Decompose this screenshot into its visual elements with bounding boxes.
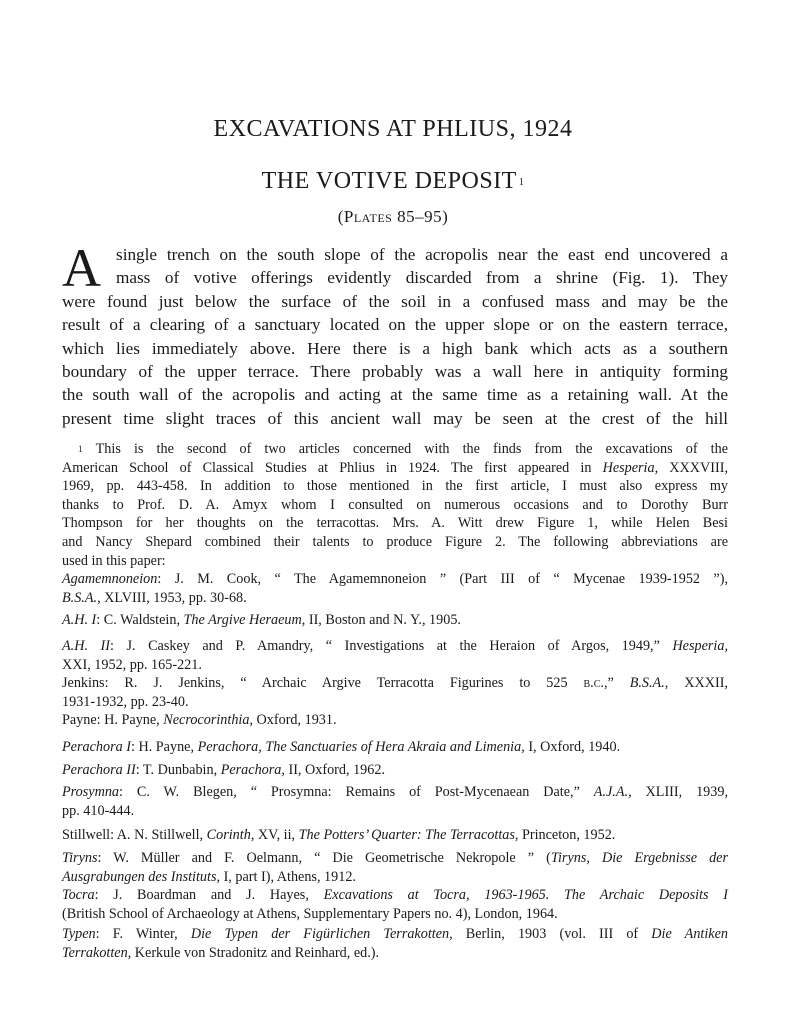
citation-text: , II, Oxford, 1962. [281,762,386,778]
citation-text: Payne: H. Payne, [62,712,164,728]
italic-citation: Perachora II [62,762,136,778]
citation-text: : W. Müller and F. Oelmann, “ Die Geometrische Nekropole ” ( [97,850,551,866]
drop-cap: A [62,238,101,298]
citation-text: Stillwell: A. N. Stillwell, [62,827,207,843]
italic-citation: Tiryns [62,850,98,866]
footnote-line: 1969, pp. 443-458. In addition to those mentioned in the first article, I must also express my [62,478,728,495]
italic-citation: Excavations at Tocra, 1963-1965. The Archaic Deposits I [323,887,728,903]
italic-citation: The Argive Heraeum [183,612,302,628]
citation-text: : J. Boardman and J. Hayes, [94,887,324,903]
footnote-line: used in this paper: [62,552,166,569]
abbreviation-line [62,611,728,630]
italic-citation: Agamemnoneion [62,571,158,587]
italic-citation: Terrakotten [62,944,128,961]
italic-citation: Perachora, The Sanctuaries of Hera Akraia and Limenia [197,739,522,755]
abbreviation-line [62,826,728,845]
citation-text: Jenkins: R. J. Jenkins, “ Archaic Argive Terracotta Figurines to 525 [62,675,584,691]
abbreviation-line [62,637,728,656]
citation-text: : J. M. Cook, “ The Agamemnoneion ” (Part III of “ Mycenae 1939-1952 ”), [157,571,728,587]
citation-text: : C. W. Blegen, “ Prosymna: Remains of Post-Mycenaean Date,” [119,784,594,800]
citation-text: 1931-1932, pp. 23-40. [62,693,189,710]
citation-text: , XLIII, 1939, [628,784,728,800]
italic-citation: Corinth [206,827,251,843]
abbreviation-entry [62,637,728,674]
citation-text: : T. Dunbabin, [135,762,221,778]
italic-citation: Necrocorinthia [163,712,250,728]
citation-text: , XV, ii, [250,827,299,843]
body-line: present time slight traces of this ancient wall may be seen at the crest of the hill [62,408,728,428]
body-line: were found just below the surface of the soil in a confused mass and may be the [62,291,728,311]
abbreviation-entry [62,611,728,630]
italic-citation: B.S.A. [629,675,665,691]
abbreviation-line [62,693,728,712]
body-line: single trench on the south slope of the acropolis near the east end uncovered a [116,245,728,264]
footnote-line: thanks to Prof. D. A. Amyx whom I consulted on numerous occasions and to Dorothy Burr [62,496,728,513]
footnote-line-text: This is the second of two articles concerned with the finds from the excavations of the [95,441,729,457]
italic-citation: Hesperia, [672,638,728,654]
article-subtitle [0,166,786,196]
citation-text: , XLVIII, 1953, pp. 30-68. [97,589,247,606]
citation-text: XXI, 1952, pp. 165-221. [62,656,202,673]
italic-citation: Ausgrabungen des Instituts [62,868,217,885]
citation-text: , Berlin, 1903 (vol. III of [449,926,652,942]
italic-citation: Typen [62,926,96,942]
abbreviation-line [62,925,728,944]
abbreviation-line [62,570,728,589]
body-line: boundary of the upper terrace. There probably was a wall here in antiquity forming [62,361,728,381]
body-line: result of a clearing of a sanctuary located on the upper slope or on the eastern terrace, [62,315,728,335]
abbreviation-line [62,656,728,675]
body-paragraph [62,238,728,430]
italic-citation: A.J.A. [593,784,629,800]
citation-text: , Kerkule von Stradonitz and Reinhard, ed.). [127,944,380,961]
footnote-line: Thompson for her thoughts on the terracottas. Mrs. A. Witt drew Figure 1, while Helen Besi [62,515,728,532]
italic-citation: Tiryns, Die Ergebnisse der [550,850,728,866]
footnote-line: American School of Classical Studies at Phlius in 1924. The first appeared in Hesperia, XXXVIII, [62,459,728,476]
abbreviation-line [62,868,728,887]
citation-text: , I, Oxford, 1940. [521,739,621,755]
citation-text: , Princeton, 1952. [514,827,616,843]
abbreviation-line [62,849,728,868]
abbreviation-entry [62,761,728,780]
italic-citation: Perachora I [62,739,131,755]
italic-citation: Perachora [220,762,282,778]
abbreviation-line [62,674,728,693]
italic-citation: Tocra [62,887,95,903]
abbreviation-line [62,761,728,780]
footnote-line: and Nancy Shepard combined their talents to produce Figure 2. The following abbreviations are [62,533,728,550]
article-title: EXCAVATIONS AT PHLIUS, 1924 [213,116,573,142]
abbreviation-line [62,711,728,730]
italic-citation: Die Typen der Figürlichen Terrakotten [190,926,450,942]
citation-text: : H. Payne, [130,739,198,755]
abbreviation-entry [62,570,728,607]
footnote-1 [62,440,728,570]
abbreviation-entry [62,711,728,730]
citation-text: (British School of Archaeology at Athens, Supplementary Papers no. 4), London, 1964. [62,905,558,922]
citation-text: , II, Boston and N. Y., 1905. [301,612,461,628]
italic-citation: Prosymna [62,784,120,800]
body-line: the south wall of the acropolis and acting at the same time as a retaining wall. At the [62,385,728,405]
abbreviation-line [62,802,728,821]
citation-text: : J. Caskey and P. Amandry, “ Investigations at the Heraion of Argos, 1949,” [110,638,673,654]
italic-citation: A.H. II [62,638,110,654]
plates-reference: (Plates 85–95) [337,207,449,226]
abbreviation-entry [62,849,728,886]
body-line: mass of votive offerings evidently discarded from a shrine (Fig. 1). They [116,268,728,288]
abbreviation-entry [62,674,728,711]
abbreviation-entry [62,783,728,820]
citation-text: , Oxford, 1931. [249,712,337,728]
citation-text: , I, part I), Athens, 1912. [216,868,356,885]
subtitle-footnote-marker: 1 [518,177,525,188]
abbreviation-entry [62,925,728,962]
subtitle-text: THE VOTIVE DEPOSIT [261,168,517,194]
abbreviation-line [62,738,728,757]
citation-text: : F. Winter, [95,926,191,942]
abbreviation-line [62,944,728,963]
abbreviation-entry [62,826,728,845]
abbreviation-entry [62,886,728,923]
footnote-line [62,440,728,459]
citation-text: : C. Waldstein, [96,612,184,628]
italic-citation: A.H. I [62,612,97,628]
abbreviation-entry [62,738,728,757]
abbreviation-line [62,905,728,924]
citation-text: b.c. [583,675,604,691]
body-line: which lies immediately above. Here there is a high bank which acts as a southern [62,338,728,358]
footnote-marker: 1 [78,444,83,454]
citation-text: ,” [603,675,630,691]
italic-citation: Die Antiken [651,926,728,942]
italic-citation: B.S.A. [62,589,98,606]
citation-text: , XXXII, [664,675,728,691]
abbreviation-line [62,783,728,802]
abbreviation-line [62,589,728,608]
journal-title: Hesperia, [602,459,659,476]
abbreviation-line [62,886,728,905]
citation-text: pp. 410-444. [62,802,135,819]
italic-citation: The Potters’ Quarter: The Terracottas [298,827,515,843]
